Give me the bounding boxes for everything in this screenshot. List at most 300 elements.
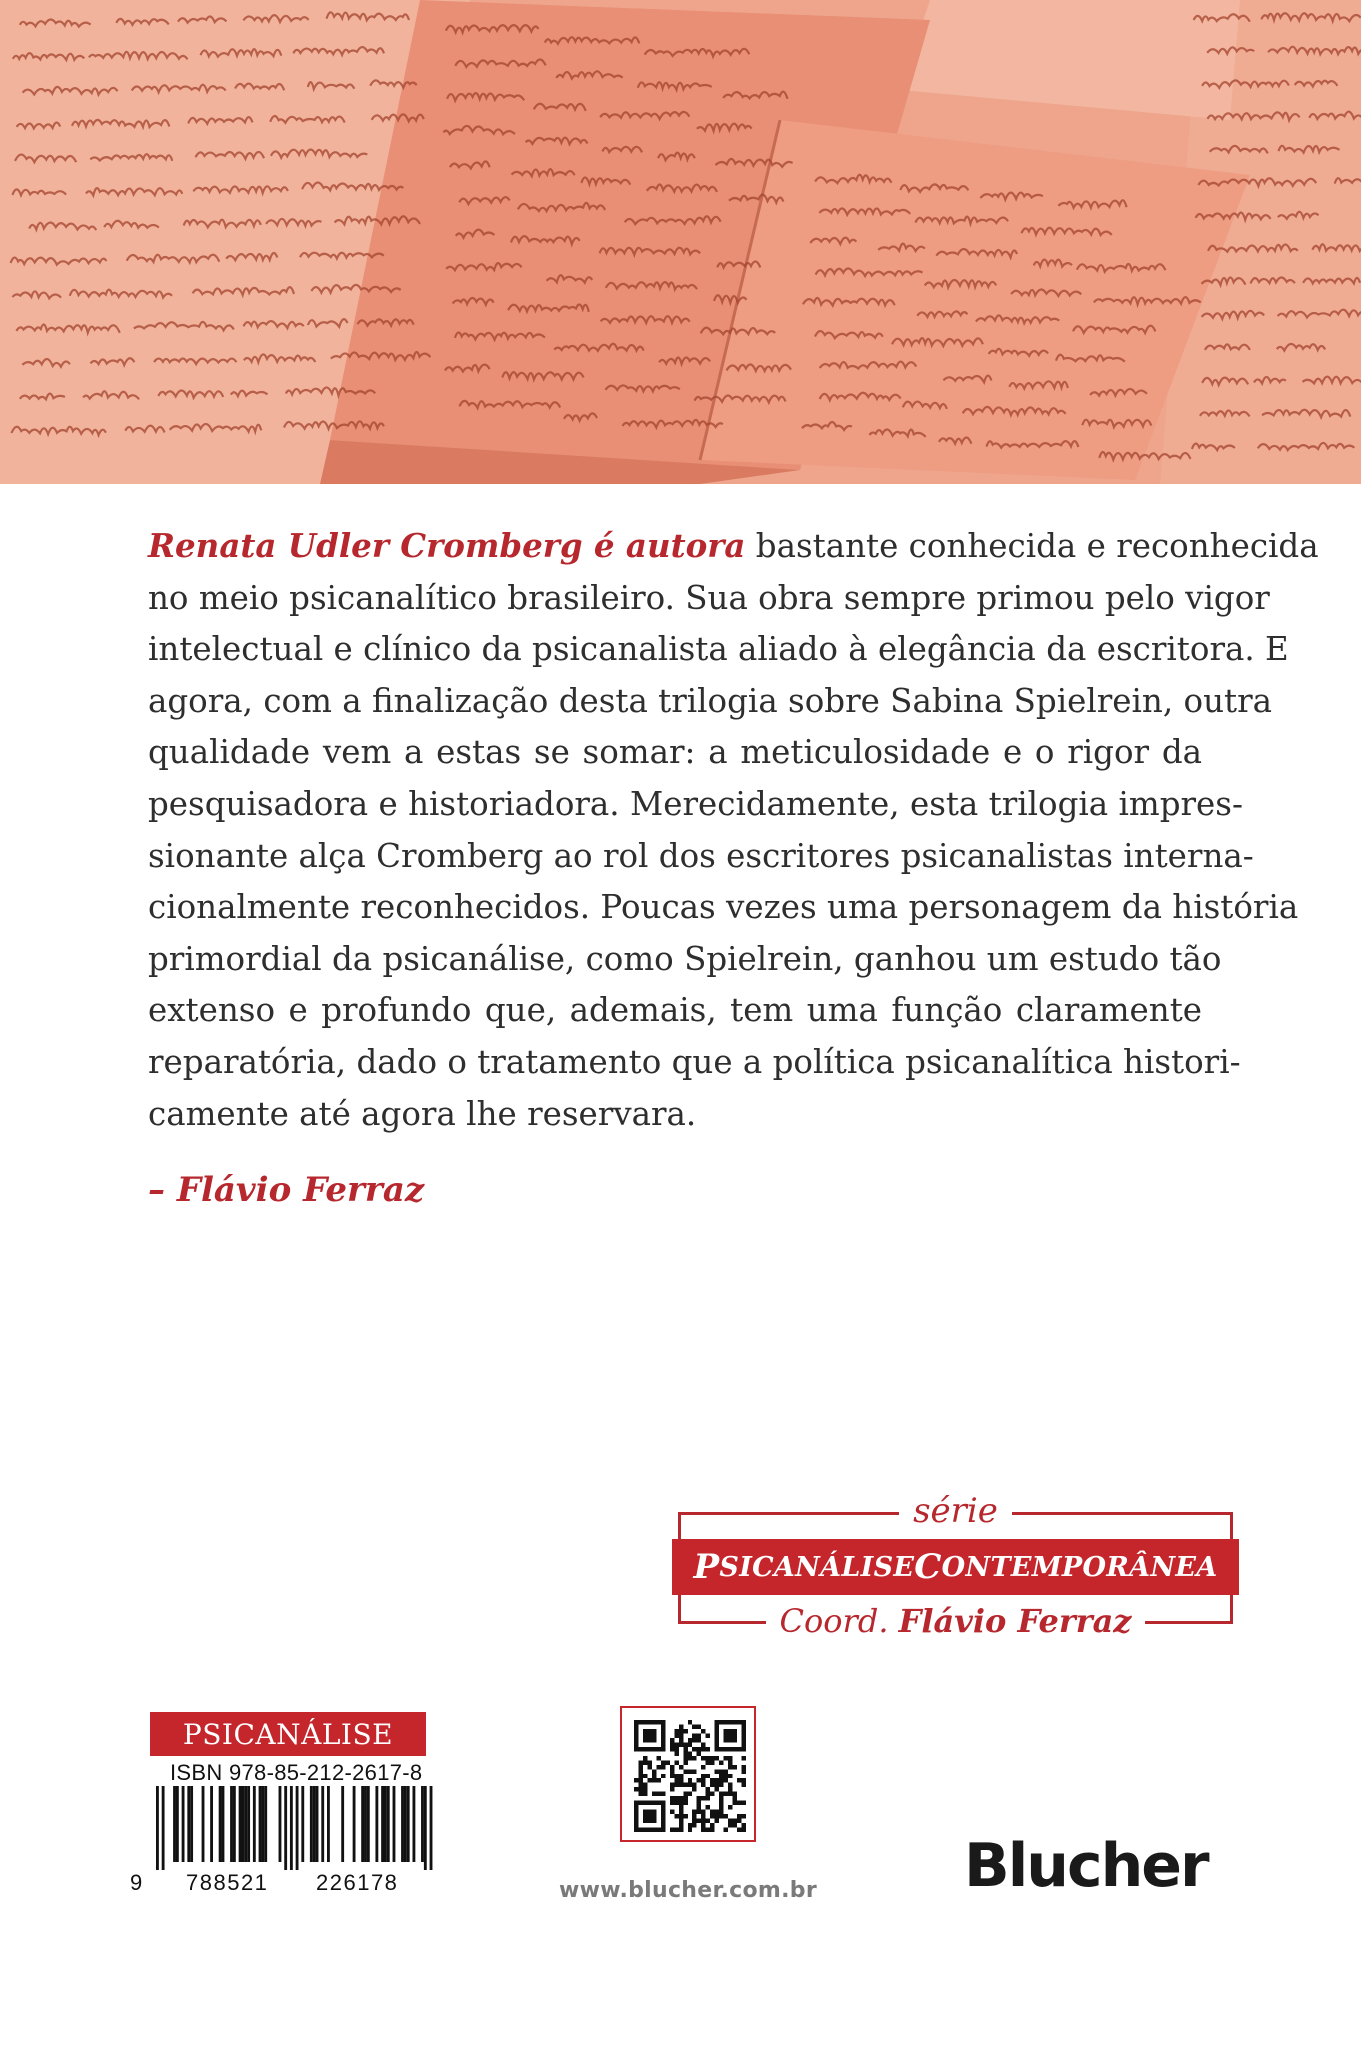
qr-module	[728, 1787, 732, 1791]
qr-module	[742, 1783, 746, 1787]
qr-module	[688, 1823, 692, 1827]
qr-module	[737, 1778, 741, 1782]
qr-module	[688, 1778, 692, 1782]
qr-module	[679, 1778, 683, 1782]
qr-module	[719, 1796, 723, 1800]
barcode-bar	[230, 1786, 233, 1862]
qr-module	[701, 1742, 705, 1746]
barcode-bar	[244, 1786, 247, 1862]
barcode-bar	[413, 1786, 416, 1862]
barcode-bar	[222, 1786, 225, 1862]
barcode-bar	[284, 1786, 287, 1870]
barcode-bar	[176, 1786, 179, 1862]
qr-module	[638, 1783, 642, 1787]
qr-finder-inner	[724, 1729, 737, 1742]
qr-module	[706, 1774, 710, 1778]
blurb-text: primordial da psicanálise, como Spielrein, ganhou um estudo tão	[148, 939, 1222, 978]
barcode-bar	[156, 1786, 159, 1870]
barcode-bar	[247, 1786, 250, 1862]
qr-module	[679, 1724, 683, 1728]
qr-module	[706, 1805, 710, 1809]
qr-module	[688, 1738, 692, 1742]
qr-module	[706, 1796, 710, 1800]
qr-module	[742, 1801, 746, 1805]
qr-module	[692, 1738, 696, 1742]
series-coordinator: Coord. Flávio Ferraz	[678, 1601, 1233, 1641]
qr-module	[692, 1769, 696, 1773]
blurb-line	[148, 1089, 1202, 1141]
qr-module	[706, 1819, 710, 1823]
blurb-text: bastante conhecida e reconhecida	[745, 527, 1319, 565]
qr-module	[692, 1733, 696, 1737]
qr-module	[733, 1765, 737, 1769]
barcode-bar	[375, 1786, 378, 1862]
qr-module	[683, 1814, 687, 1818]
qr-module	[674, 1742, 678, 1746]
barcode-bar	[301, 1786, 304, 1862]
qr-module	[697, 1778, 701, 1782]
qr-module	[670, 1801, 674, 1805]
qr-module	[728, 1756, 732, 1760]
qr-module	[706, 1828, 710, 1832]
barcode-bar	[187, 1786, 190, 1862]
qr-module	[701, 1828, 705, 1832]
qr-module	[692, 1787, 696, 1791]
blurb-line	[148, 1037, 1241, 1089]
qr-module	[688, 1783, 692, 1787]
barcode-bar	[401, 1786, 404, 1862]
qr-module	[697, 1819, 701, 1823]
qr-module	[719, 1774, 723, 1778]
blurb-line	[148, 882, 1299, 934]
barcode-bar	[253, 1786, 256, 1862]
qr-module	[719, 1814, 723, 1818]
qr-module	[742, 1823, 746, 1827]
qr-module	[638, 1792, 642, 1796]
qr-module	[742, 1765, 746, 1769]
qr-module	[656, 1756, 660, 1760]
qr-module	[697, 1805, 701, 1809]
qr-module	[719, 1760, 723, 1764]
qr-module	[647, 1778, 651, 1782]
qr-module	[701, 1814, 705, 1818]
qr-module	[728, 1819, 732, 1823]
qr-finder-inner	[643, 1810, 656, 1823]
blurb-text: agora, com a finalização desta trilogia sobre Sabina Spielrein, outra	[148, 681, 1272, 720]
qr-module	[679, 1828, 683, 1832]
blurb-text: cionalmente reconhecidos. Poucas vezes uma personagem da história	[148, 888, 1299, 927]
blurb-text: pesquisadora e historiadora. Merecidamente, esta trilogia impres-	[148, 784, 1243, 823]
isbn-number: ISBN 978-85-212-2617-8	[170, 1760, 423, 1785]
barcode-bar	[279, 1786, 282, 1862]
qr-module	[719, 1810, 723, 1814]
qr-module	[710, 1783, 714, 1787]
barcode-bar	[219, 1786, 222, 1862]
qr-module	[670, 1742, 674, 1746]
barcode-bar	[384, 1786, 387, 1862]
qr-module	[706, 1792, 710, 1796]
category-tag: PSICANÁLISE	[150, 1712, 426, 1756]
qr-module	[683, 1751, 687, 1755]
qr-module	[670, 1796, 674, 1800]
qr-module	[634, 1778, 638, 1782]
qr-module	[670, 1738, 674, 1742]
qr-module	[679, 1729, 683, 1733]
qr-module	[652, 1774, 656, 1778]
qr-module	[728, 1765, 732, 1769]
qr-module	[701, 1756, 705, 1760]
qr-module	[742, 1756, 746, 1760]
qr-module	[674, 1747, 678, 1751]
qr-module	[697, 1801, 701, 1805]
qr-module	[683, 1742, 687, 1746]
qr-module	[701, 1774, 705, 1778]
qr-module	[706, 1733, 710, 1737]
qr-module	[661, 1774, 665, 1778]
barcode-bar	[387, 1786, 390, 1862]
qr-module	[715, 1769, 719, 1773]
qr-module	[674, 1783, 678, 1787]
barcode-digits-left: 788521	[186, 1870, 269, 1895]
qr-module	[670, 1765, 674, 1769]
qr-module	[683, 1792, 687, 1796]
qr-module	[701, 1823, 705, 1827]
barcode-bar	[296, 1786, 299, 1870]
qr-module	[719, 1783, 723, 1787]
qr-module	[679, 1765, 683, 1769]
qr-module	[715, 1756, 719, 1760]
qr-module	[679, 1738, 683, 1742]
qr-module	[728, 1805, 732, 1809]
qr-module	[674, 1801, 678, 1805]
qr-module	[715, 1787, 719, 1791]
qr-module	[701, 1783, 705, 1787]
qr-module	[710, 1814, 714, 1818]
qr-module	[638, 1760, 642, 1764]
qr-module	[643, 1756, 647, 1760]
qr-module	[701, 1778, 705, 1782]
qr-module	[692, 1810, 696, 1814]
qr-module	[647, 1760, 651, 1764]
qr-module	[692, 1814, 696, 1818]
qr-module	[688, 1742, 692, 1746]
qr-module	[719, 1801, 723, 1805]
barcode-bar	[310, 1786, 313, 1862]
barcode-bar	[264, 1786, 267, 1862]
qr-module	[701, 1729, 705, 1733]
qr-module	[719, 1778, 723, 1782]
qr-module	[652, 1778, 656, 1782]
qr-module	[670, 1828, 674, 1832]
barcode-bar	[361, 1786, 364, 1862]
barcode-bar	[341, 1786, 344, 1862]
series-name-rest-p: SICANÁLISE	[719, 1551, 915, 1583]
qr-module	[697, 1751, 701, 1755]
qr-module	[697, 1724, 701, 1728]
qr-module	[679, 1810, 683, 1814]
qr-code-frame	[620, 1706, 756, 1842]
barcode-bar	[290, 1786, 293, 1870]
qr-module	[674, 1729, 678, 1733]
qr-module	[710, 1810, 714, 1814]
publisher-website[interactable]: www.blucher.com.br	[558, 1878, 817, 1903]
barcode-bar	[364, 1786, 367, 1862]
qr-module	[638, 1765, 642, 1769]
barcode-bar	[353, 1786, 356, 1862]
qr-module	[710, 1828, 714, 1832]
qr-module	[679, 1783, 683, 1787]
qr-module	[710, 1792, 714, 1796]
qr-module	[674, 1796, 678, 1800]
qr-module	[733, 1801, 737, 1805]
blurb-lead-author: Renata Udler Cromberg é autora	[148, 526, 746, 565]
back-cover-blurb	[148, 520, 1319, 1140]
qr-module	[742, 1814, 746, 1818]
qr-module	[724, 1792, 728, 1796]
qr-module	[670, 1783, 674, 1787]
qr-module	[683, 1783, 687, 1787]
qr-module	[656, 1765, 660, 1769]
qr-module	[688, 1720, 692, 1724]
qr-module	[701, 1810, 705, 1814]
qr-module	[692, 1756, 696, 1760]
qr-module	[715, 1778, 719, 1782]
qr-module	[679, 1742, 683, 1746]
qr-module	[724, 1769, 728, 1773]
barcode-bar	[202, 1786, 205, 1862]
qr-module	[697, 1733, 701, 1737]
barcode-bar	[162, 1786, 165, 1870]
qr-module	[638, 1778, 642, 1782]
qr-module	[692, 1724, 696, 1728]
publisher-logo: Blucher	[964, 1831, 1208, 1901]
barcode-bar	[210, 1786, 213, 1862]
qr-module	[679, 1823, 683, 1827]
qr-code-icon	[634, 1720, 746, 1832]
qr-module	[728, 1760, 732, 1764]
qr-module	[688, 1756, 692, 1760]
qr-module	[638, 1774, 642, 1778]
qr-module	[656, 1792, 660, 1796]
qr-module	[724, 1756, 728, 1760]
qr-module	[724, 1774, 728, 1778]
qr-module	[697, 1747, 701, 1751]
qr-module	[652, 1769, 656, 1773]
qr-module	[683, 1747, 687, 1751]
series-name-initial-c: C	[914, 1547, 942, 1587]
qr-module	[728, 1792, 732, 1796]
qr-module	[674, 1828, 678, 1832]
barcode-digit-first: 9	[130, 1870, 143, 1895]
qr-module	[674, 1733, 678, 1737]
qr-module	[719, 1792, 723, 1796]
qr-module	[661, 1760, 665, 1764]
blurb-text: camente até agora lhe reservara.	[148, 1094, 697, 1133]
qr-module	[706, 1747, 710, 1751]
qr-module	[737, 1819, 741, 1823]
barcode-bar	[190, 1786, 193, 1862]
barcode-bar	[404, 1786, 407, 1862]
qr-module	[733, 1796, 737, 1800]
barcode-bar	[421, 1786, 424, 1862]
qr-module	[670, 1747, 674, 1751]
qr-module	[724, 1828, 728, 1832]
qr-module	[643, 1774, 647, 1778]
barcode-digits-right: 226178	[316, 1870, 399, 1895]
barcode-bar	[261, 1786, 264, 1862]
qr-module	[710, 1823, 714, 1827]
qr-module	[674, 1814, 678, 1818]
qr-module	[701, 1819, 705, 1823]
blurb-line	[148, 831, 1254, 883]
qr-module	[715, 1810, 719, 1814]
qr-module	[670, 1787, 674, 1791]
qr-module	[643, 1787, 647, 1791]
qr-module	[674, 1774, 678, 1778]
qr-module	[737, 1801, 741, 1805]
blurb-text: sionante alça Cromberg ao rol dos escritores psicanalistas interna-	[148, 836, 1254, 875]
qr-module	[679, 1805, 683, 1809]
qr-module	[679, 1819, 683, 1823]
qr-module	[710, 1756, 714, 1760]
blurb-text: no meio psicanalítico brasileiro. Sua obra sempre primou pelo vigor	[148, 578, 1270, 617]
qr-module	[737, 1828, 741, 1832]
blurb-text: qualidade vem a estas se somar: a meticulosidade e o rigor da	[148, 733, 1202, 772]
blurb-attribution: – Flávio Ferraz	[148, 1170, 425, 1210]
qr-module	[737, 1814, 741, 1818]
series-name-rest-c: ONTEMPORÂNEA	[941, 1551, 1218, 1583]
barcode-bar	[367, 1786, 370, 1862]
series-box	[678, 1488, 1233, 1640]
letters-illustration	[0, 0, 1361, 484]
qr-module	[638, 1769, 642, 1773]
barcode-bar	[313, 1786, 316, 1862]
blurb-line	[148, 624, 1289, 676]
series-name-initial-p: P	[693, 1547, 720, 1587]
blurb-line	[148, 934, 1222, 986]
qr-module	[683, 1769, 687, 1773]
qr-module	[706, 1760, 710, 1764]
barcode-bar	[327, 1786, 330, 1862]
qr-module	[688, 1769, 692, 1773]
qr-module	[670, 1774, 674, 1778]
qr-module	[692, 1747, 696, 1751]
qr-module	[742, 1828, 746, 1832]
barcode-digits	[130, 1870, 440, 1896]
blurb-line	[148, 676, 1272, 728]
qr-module	[733, 1819, 737, 1823]
blurb-text: intelectual e clínico da psicanalista aliado à elegância da escritora. E	[148, 630, 1289, 669]
blurb-text: reparatória, dado o tratamento que a política psicanalítica histori-	[148, 1042, 1241, 1081]
qr-module	[701, 1765, 705, 1769]
qr-module	[674, 1751, 678, 1755]
barcode-bar	[381, 1786, 384, 1862]
qr-module	[710, 1778, 714, 1782]
qr-module	[692, 1823, 696, 1827]
qr-module	[670, 1810, 674, 1814]
qr-module	[643, 1783, 647, 1787]
barcode-bar	[424, 1786, 427, 1870]
blurb-text: extenso e profundo que, ademais, tem uma função claramente	[148, 991, 1202, 1030]
qr-module	[679, 1801, 683, 1805]
qr-module	[661, 1792, 665, 1796]
barcode-bar	[239, 1786, 242, 1862]
qr-module	[656, 1778, 660, 1782]
qr-module	[683, 1760, 687, 1764]
barcode-bar	[393, 1786, 396, 1862]
qr-module	[670, 1769, 674, 1773]
qr-module	[728, 1774, 732, 1778]
cover-photo-handwritten-letters	[0, 0, 1361, 484]
qr-module	[634, 1787, 638, 1791]
qr-module	[724, 1778, 728, 1782]
barcode-bar	[316, 1786, 319, 1862]
series-label: série	[678, 1488, 1233, 1534]
blurb-line	[148, 520, 1319, 573]
series-name-band	[672, 1539, 1239, 1595]
qr-module	[719, 1805, 723, 1809]
barcode-icon	[156, 1786, 436, 1870]
qr-module	[715, 1819, 719, 1823]
qr-module	[683, 1796, 687, 1800]
qr-module	[697, 1810, 701, 1814]
qr-module	[683, 1801, 687, 1805]
blurb-line	[148, 985, 1202, 1037]
qr-module	[683, 1729, 687, 1733]
qr-module	[742, 1778, 746, 1782]
qr-module	[638, 1787, 642, 1791]
barcode-bar	[233, 1786, 236, 1862]
barcode-bar	[430, 1786, 433, 1870]
qr-module	[715, 1814, 719, 1818]
barcode-bar	[321, 1786, 324, 1862]
qr-module	[728, 1783, 732, 1787]
qr-module	[724, 1814, 728, 1818]
qr-module	[733, 1792, 737, 1796]
qr-module	[692, 1819, 696, 1823]
blurb-line	[148, 779, 1243, 831]
qr-module	[688, 1792, 692, 1796]
qr-module	[647, 1765, 651, 1769]
barcode-bar	[407, 1786, 410, 1862]
qr-module	[683, 1756, 687, 1760]
qr-module	[643, 1792, 647, 1796]
blurb-line	[148, 727, 1202, 779]
qr-module	[674, 1778, 678, 1782]
barcode-bar	[259, 1786, 262, 1862]
qr-module	[697, 1796, 701, 1800]
barcode-bar	[242, 1786, 245, 1862]
qr-module	[706, 1787, 710, 1791]
barcode-bar	[182, 1786, 185, 1862]
qr-module	[706, 1756, 710, 1760]
qr-module	[679, 1796, 683, 1800]
qr-module	[710, 1760, 714, 1764]
qr-module	[665, 1760, 669, 1764]
qr-module	[701, 1796, 705, 1800]
qr-module	[733, 1823, 737, 1827]
qr-module	[692, 1783, 696, 1787]
barcode-bar	[173, 1786, 176, 1862]
qr-module	[728, 1823, 732, 1827]
qr-module	[688, 1828, 692, 1832]
qr-module	[679, 1774, 683, 1778]
qr-module	[688, 1751, 692, 1755]
qr-module	[643, 1760, 647, 1764]
qr-module	[701, 1747, 705, 1751]
qr-module	[742, 1769, 746, 1773]
blurb-line	[148, 573, 1270, 625]
